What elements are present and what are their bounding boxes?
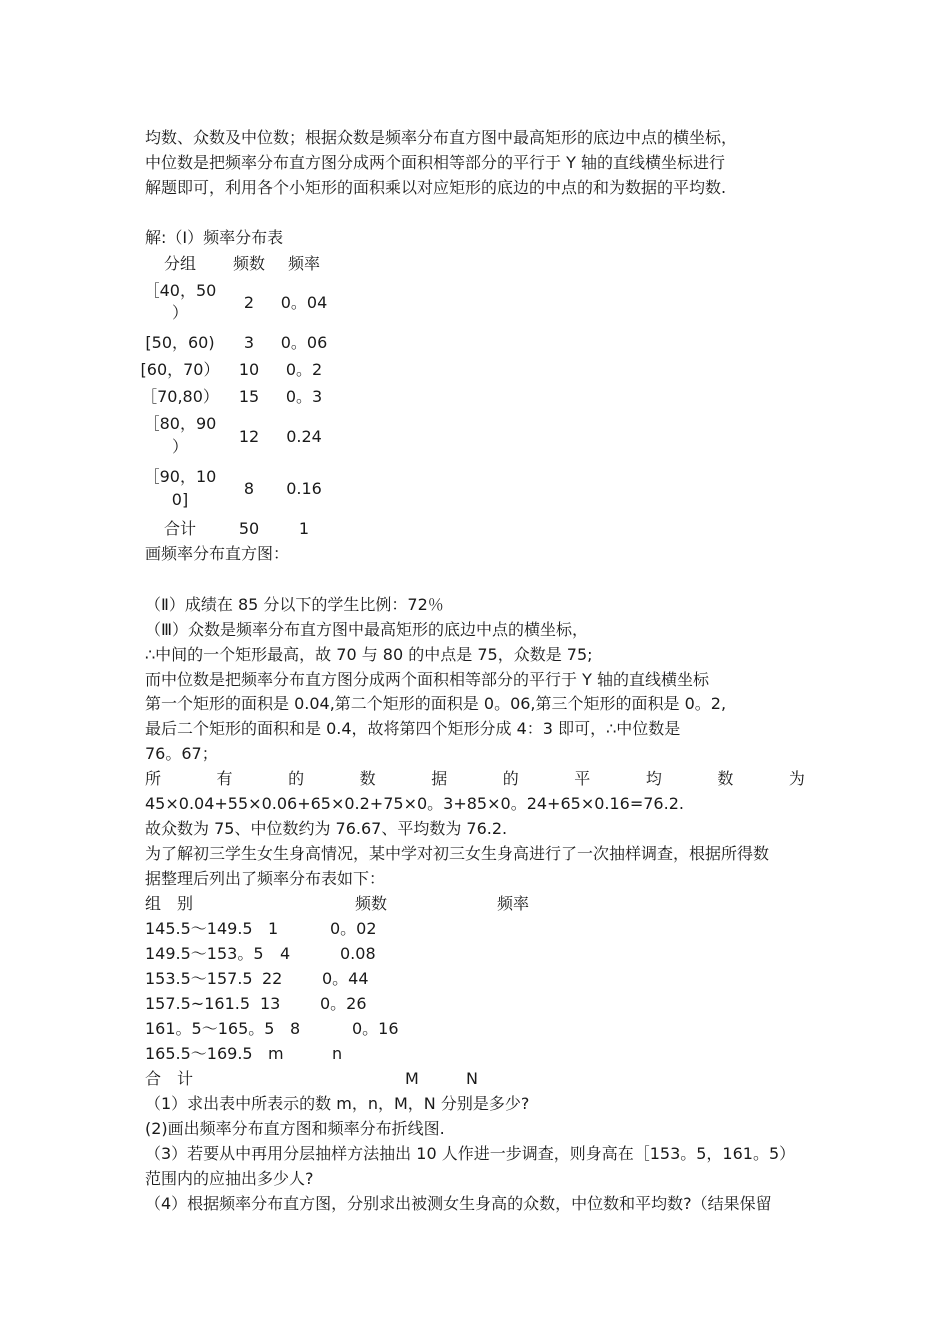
table1-header-count: 频数	[232, 254, 265, 273]
table1-row-group-cont: ）	[171, 303, 188, 322]
justified-word: 的	[502, 769, 519, 788]
table1-row-group-cont: ）	[171, 437, 188, 456]
table2-row-group: 145.5～149.5	[145, 919, 253, 938]
part3-line-8: 45×0.04+55×0.06+65×0.2+75×0。3+85×0。24+65×0.16=76.2.	[145, 794, 684, 813]
justified-word: 有	[216, 769, 233, 788]
question-3-line-2: 范围内的应抽出多少人?	[145, 1169, 314, 1188]
question-2: (2)画出频率分布直方图和频率分布折线图.	[145, 1119, 445, 1138]
table1-row-freq: 0.24	[286, 427, 322, 446]
table1-row-count: 3	[243, 333, 255, 352]
table1-row-count: 10	[238, 360, 260, 379]
table1-row-freq: 0。2	[285, 360, 323, 379]
table1-total-freq: 1	[298, 519, 310, 538]
table1-row-count: 8	[243, 479, 255, 498]
table1-row-freq: 0。3	[285, 387, 323, 406]
table2-row-group: 157.5~161.5	[145, 994, 251, 1013]
problem2-intro-line-1: 为了解初三学生女生身高情况，某中学对初三女生身高进行了一次抽样调查，根据所得数	[145, 844, 770, 863]
intro-line-3: 解题即可，利用各个小矩形的面积乘以对应矩形的底边的中点的和为数据的平均数.	[145, 178, 727, 197]
table1-row-group: ［90，10	[143, 467, 217, 486]
table2-row-count: 4	[280, 944, 291, 963]
justified-word: 所	[145, 769, 162, 788]
part3-line-9: 故众数为 75、中位数约为 76.67、平均数为 76.2.	[145, 819, 508, 838]
table2-row-group: 149.5～153。5	[145, 944, 264, 963]
justified-word: 为	[788, 769, 805, 788]
table2-header-group: 组 别	[145, 894, 194, 913]
table2-row-freq: 0。44	[322, 969, 369, 988]
table1-row-group: [50，60)	[145, 333, 215, 352]
table2-row-count: 8	[290, 1019, 301, 1038]
justified-word: 均	[645, 769, 662, 788]
part2-line: （Ⅱ）成绩在 85 分以下的学生比例：72％	[145, 595, 444, 614]
table2-row-count: m	[268, 1044, 284, 1063]
justified-word: 数	[717, 769, 734, 788]
table2-row-group: 161。5～165。5	[145, 1019, 275, 1038]
question-1: （1）求出表中所表示的数 m，n，M，N 分别是多少?	[145, 1094, 530, 1113]
table2-row-count: 13	[260, 994, 281, 1013]
table2-total-freq: N	[466, 1069, 478, 1088]
part3-line-4: 第一个矩形的面积是 0.04,第二个矩形的面积是 0。06,第三个矩形的面积是 0。2,	[145, 694, 727, 713]
intro-line-1: 均数、众数及中位数；根据众数是频率分布直方图中最高矩形的底边中点的横坐标，	[145, 128, 738, 147]
table2-header-freq: 频率	[497, 894, 530, 913]
table1-row-group-cont: 0]	[171, 490, 189, 509]
histogram-label: 画频率分布直方图：	[145, 544, 290, 563]
table1-row-count: 2	[243, 293, 255, 312]
part3-line-3: 而中位数是把频率分布直方图分成两个面积相等部分的平行于 Y 轴的直线横坐标	[145, 670, 709, 689]
table2-row-freq: n	[332, 1044, 343, 1063]
table1-row-group: ［40，50	[143, 281, 217, 300]
table2-header-count: 频数	[355, 894, 388, 913]
question-4: （4）根据频率分布直方图，分别求出被测女生身高的众数，中位数和平均数?（结果保留	[145, 1194, 772, 1213]
part3-line-7	[145, 769, 805, 789]
table1-total-count: 50	[238, 519, 260, 538]
part3-line-2: ∴中间的一个矩形最高，故 70 与 80 的中点是 75，众数是 75;	[145, 645, 593, 664]
table1-row-count: 15	[238, 387, 260, 406]
table2-total-label: 合 计	[145, 1069, 194, 1088]
question-3-line-1: （3）若要从中再用分层抽样方法抽出 10 人作进一步调查，则身高在［153。5，161。5）	[145, 1144, 796, 1163]
part3-line-1: （Ⅲ）众数是频率分布直方图中最高矩形的底边中点的横坐标，	[145, 620, 589, 639]
intro-line-2: 中位数是把频率分布直方图分成两个面积相等部分的平行于 Y 轴的直线横坐标进行	[145, 153, 725, 172]
table1-header-freq: 频率	[287, 254, 320, 273]
justified-word: 的	[288, 769, 305, 788]
table1-row-freq: 0。06	[280, 333, 328, 352]
table2-row-freq: 0。02	[330, 919, 377, 938]
justified-word: 据	[431, 769, 448, 788]
solution-title: 解:（Ⅰ）频率分布表	[145, 228, 284, 247]
part3-line-5: 最后二个矩形的面积和是 0.4，故将第四个矩形分成 4：3 即可，∴中位数是	[145, 719, 681, 738]
justified-word: 数	[359, 769, 376, 788]
table2-row-freq: 0。16	[352, 1019, 399, 1038]
table2-row-freq: 0。26	[320, 994, 367, 1013]
table1-row-freq: 0。04	[280, 293, 328, 312]
table1-header-group: 分组	[163, 254, 196, 273]
table2-row-count: 22	[262, 969, 283, 988]
table2-total-count: M	[405, 1069, 419, 1088]
table2-row-group: 153.5～157.5	[145, 969, 253, 988]
table2-row-group: 165.5～169.5	[145, 1044, 253, 1063]
table1-row-freq: 0.16	[286, 479, 322, 498]
table2-row-count: 1	[268, 919, 279, 938]
table1-row-group: [60，70）	[140, 360, 220, 379]
table1-row-group: ［80，90	[143, 414, 217, 433]
table1-total-label: 合计	[163, 519, 196, 538]
table1-row-group: ［70,80）	[141, 387, 219, 406]
part3-line-6: 76。67；	[145, 744, 218, 763]
problem2-intro-line-2: 据整理后列出了频率分布表如下：	[145, 869, 386, 888]
table1-row-count: 12	[238, 427, 260, 446]
table2-row-freq: 0.08	[340, 944, 376, 963]
justified-word: 平	[574, 769, 591, 788]
